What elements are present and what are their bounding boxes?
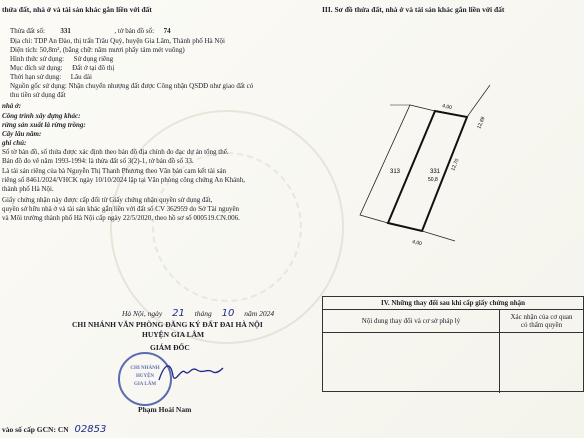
parcel-row [10, 27, 171, 35]
neighbor-parcel-outline [360, 105, 435, 223]
col-authority-line-2: có thẩm quyền [520, 321, 563, 329]
date-month-label: tháng [194, 309, 212, 318]
section-heading-left: thửa đất, nhà ở và tài sản khác gắn liền với đất [2, 5, 152, 14]
parcel-no-label: Thửa đất số: [10, 27, 45, 35]
changes-table-body [323, 333, 583, 393]
changes-table-title: IV. Những thay đổi sau khi cấp giấy chứng nhận [323, 297, 583, 310]
date-day: 21 [172, 308, 185, 319]
col-authority-line-1: Xác nhận của cơ quan [510, 313, 573, 321]
stamp-text-3: GIA LÂM [133, 382, 157, 387]
purpose-row [10, 64, 114, 72]
signer-name: Phạm Hoài Nam [138, 405, 192, 414]
note-4: riêng số 8461/2024/VHCK ngày 10/10/2024 lập tại Văn phòng công chứng An Khánh, [2, 176, 246, 184]
col-authority-confirmation [500, 310, 583, 332]
changes-table-header [323, 310, 583, 333]
origin-value: Nhận chuyển nhượng đất được Công nhận QSDĐ như giao đất có [68, 82, 254, 90]
boundary-line [422, 231, 455, 241]
dim-bottom: 4,00 [411, 239, 423, 247]
date-year: năm 2024 [244, 309, 275, 318]
notes-label: ghi chú: [2, 139, 27, 147]
address-label: Địa chỉ: [10, 37, 33, 45]
dim-right: 12,69 [476, 115, 487, 130]
cert-no: 02853 [74, 424, 107, 435]
neighbor-label: 313 [390, 169, 401, 175]
area-row [10, 46, 185, 54]
agency-line-1: CHI NHÁNH VĂN PHÒNG ĐĂNG KÝ ĐẤT ĐAI HÀ NỘI [72, 320, 263, 329]
origin-row-2: thu tiền sử dụng đất [10, 91, 66, 99]
forest-label: rừng sản xuất là rừng trồng: [2, 121, 86, 129]
cert-no-label: vào số cấp GCN: CN [2, 425, 69, 434]
usage-form-value: Sử dụng riêng [73, 55, 114, 63]
note-8: và Môi trường thành phố Hà Nội cấp ngày 22/5/2020, theo hồ sơ số 000519.CN.006. [2, 214, 240, 222]
parcel-diagram [330, 45, 570, 250]
area-label: Diện tích: [10, 46, 38, 54]
origin-label: Nguồn gốc sử dụng: [10, 82, 67, 90]
authority-cell-empty [500, 333, 583, 393]
term-value: Lâu dài [70, 73, 92, 81]
note-5: thành phố Hà Nội. [2, 185, 54, 193]
note-3: Là tài sản riêng của bà Nguyễn Thị Thanh Phương theo Văn bản cam kết tài sản [2, 167, 227, 175]
issue-date [122, 310, 274, 318]
note-1: Số tờ bản đồ, số thửa được xác định theo bản đồ địa chính đo đạc dự án tổng thể. [2, 148, 229, 156]
agency-line-2: HUYỆN GIA LÂM [142, 330, 205, 339]
section-heading-right: III. Sơ đồ thửa đất, nhà ở và tài sản khác gắn liền với đất [322, 5, 505, 14]
construction-label: Công trình xây dựng khác: [2, 112, 81, 120]
dim-side: 12,70 [450, 157, 461, 172]
note-7: quyền sở hữu nhà ở và tài sản khác gắn liền với đất số CV 362959 do Sở Tài nguyên [2, 205, 240, 213]
map-sheet: 74 [163, 27, 171, 35]
note-2: Bản đồ đo vẽ năm 1993-1994: là thửa đất số 3(2)-1, tờ bản đồ số 33. [2, 157, 194, 165]
parcel-area-label: 50,8 [428, 177, 438, 183]
boundary-line [467, 85, 490, 117]
stamp-text-2: HUYỆN [135, 374, 155, 379]
house-label: nhà ở: [2, 102, 22, 110]
note-6: Giấy chứng nhận này được cấp đổi từ Giấy chứng nhận quyền sử dụng đất, [2, 196, 213, 204]
dim-top: 4,00 [441, 103, 453, 111]
purpose-label: Mục đích sử dụng: [10, 64, 63, 72]
term-label: Thời hạn sử dụng: [10, 73, 62, 81]
changes-table [322, 296, 584, 392]
purpose-value: Đất ở tại đô thị [72, 64, 115, 72]
signature-icon [155, 358, 225, 388]
parcel-label: 331 [430, 169, 441, 175]
term-row [10, 73, 92, 81]
col-change-content: Nội dung thay đổi và cơ sở pháp lý [323, 310, 500, 332]
date-month: 10 [221, 308, 235, 319]
usage-form-label: Hình thức sử dụng: [10, 55, 65, 63]
area-value: 50,8m², (bằng chữ: năm mươi phẩy tám mét vuông) [39, 46, 185, 54]
stamp-text-1: CHI NHÁNH [130, 366, 160, 371]
address-row [10, 37, 225, 45]
perennial-label: Cây lâu năm: [2, 130, 42, 138]
changes-cell-empty [323, 333, 500, 393]
signer-role: GIÁM ĐỐC [150, 343, 190, 352]
parcel-no: 331 [60, 27, 71, 35]
origin-row [10, 82, 253, 90]
map-sheet-label: , tờ bản đồ số: [114, 27, 155, 35]
address-value: TDP An Đào, thị trấn Trâu Quỳ, huyện Gia Lâm, Thành phố Hà Nội [33, 37, 225, 45]
usage-form-row [10, 55, 113, 63]
cert-number-row [2, 426, 106, 434]
date-prefix: Hà Nội, ngày [122, 309, 163, 318]
